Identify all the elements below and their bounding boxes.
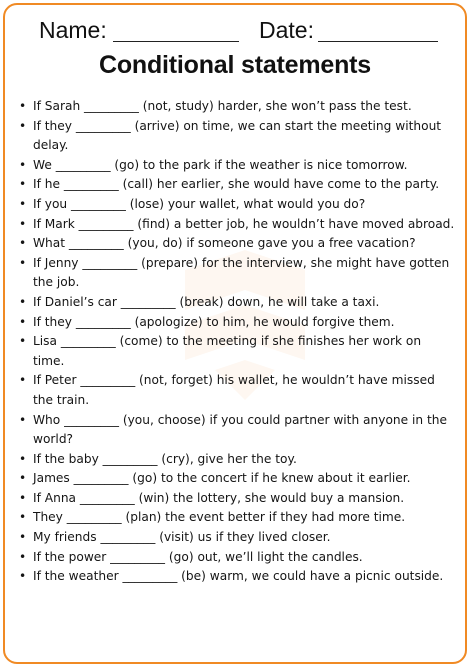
list-item xyxy=(15,567,455,587)
bullet-icon: • xyxy=(19,255,27,270)
date-blank-line xyxy=(318,41,438,42)
exercise-text: If the baby _________ (cry), give her the toy. xyxy=(33,451,297,466)
list-item xyxy=(15,332,455,371)
exercise-text: If Jenny _________ (prepare) for the interview, she might have gotten the job. xyxy=(33,255,450,290)
exercise-text: If the weather _________ (be) warm, we could have a picnic outside. xyxy=(33,569,444,584)
list-item xyxy=(15,215,455,235)
list-item xyxy=(15,234,455,254)
list-item xyxy=(15,371,455,410)
exercise-text: If Peter _________ (not, forget) his wallet, he wouldn’t have missed the train. xyxy=(33,373,435,407)
bullet-icon: • xyxy=(19,471,27,486)
bullet-icon: • xyxy=(19,451,27,466)
exercise-text: If Daniel’s car _________ (break) down, he will take a taxi. xyxy=(33,294,380,309)
exercise-text: If they _________ (arrive) on time, we can start the meeting without delay. xyxy=(33,118,442,153)
exercise-text: My friends _________ (visit) us if they lived closer. xyxy=(33,530,331,545)
bullet-icon: • xyxy=(19,236,27,251)
exercise-text: Lisa _________ (come) to the meeting if she finishes her work on time. xyxy=(33,334,422,368)
name-blank-line xyxy=(113,41,239,42)
list-item xyxy=(15,195,455,215)
date-label: Date: xyxy=(259,17,314,43)
list-item xyxy=(15,156,455,176)
bullet-icon: • xyxy=(19,334,27,349)
exercise-text: If they _________ (apologize) to him, he would forgive them. xyxy=(33,314,395,329)
bullet-icon: • xyxy=(19,99,27,113)
exercise-text: James _________ (go) to the concert if he knew about it earlier. xyxy=(33,471,411,486)
bullet-icon: • xyxy=(19,118,27,133)
exercise-text: If he _________ (call) her earlier, she would have come to the party. xyxy=(33,177,440,192)
bullet-icon: • xyxy=(19,216,27,231)
bullet-icon: • xyxy=(19,569,27,584)
bullet-icon: • xyxy=(19,157,27,172)
exercise-text: If Mark _________ (find) a better job, he wouldn’t have moved abroad. xyxy=(33,216,455,231)
bullet-icon: • xyxy=(19,549,27,564)
list-item xyxy=(15,117,455,156)
bullet-icon: • xyxy=(19,177,27,192)
worksheet-page xyxy=(3,3,467,664)
list-item xyxy=(15,508,455,528)
bullet-icon: • xyxy=(19,373,27,388)
bullet-icon: • xyxy=(19,412,27,427)
exercise-list xyxy=(15,97,455,587)
list-item xyxy=(15,313,455,333)
bullet-icon: • xyxy=(19,530,27,545)
name-label: Name: xyxy=(39,17,107,43)
bullet-icon: • xyxy=(19,510,27,525)
bullet-icon: • xyxy=(19,294,27,309)
exercise-text: Who _________ (you, choose) if you could partner with anyone in the world? xyxy=(33,412,448,447)
list-item xyxy=(15,411,455,450)
exercise-text: We _________ (go) to the park if the weather is nice tomorrow. xyxy=(33,157,408,172)
exercise-text: What _________ (you, do) if someone gave you a free vacation? xyxy=(33,236,416,251)
list-item xyxy=(15,175,455,195)
list-item xyxy=(15,450,455,470)
bullet-icon: • xyxy=(19,490,27,505)
header-row xyxy=(5,15,465,47)
page-title: Conditional statements xyxy=(98,51,372,79)
list-item xyxy=(15,528,455,548)
bullet-icon: • xyxy=(19,196,27,211)
list-item xyxy=(15,293,455,313)
list-item xyxy=(15,548,455,568)
list-item xyxy=(15,254,455,293)
exercise-text: If the power _________ (go) out, we’ll light the candles. xyxy=(33,549,363,564)
list-item xyxy=(15,97,455,117)
exercise-text: If you _________ (lose) your wallet, what would you do? xyxy=(33,196,366,211)
list-item xyxy=(15,469,455,489)
exercise-text: If Sarah _________ (not, study) harder, she won’t pass the test. xyxy=(33,99,412,113)
exercise-text: If Anna _________ (win) the lottery, she would buy a mansion. xyxy=(33,490,405,505)
exercise-text: They _________ (plan) the event better if they had more time. xyxy=(33,510,406,525)
bullet-icon: • xyxy=(19,314,27,329)
list-item xyxy=(15,489,455,509)
